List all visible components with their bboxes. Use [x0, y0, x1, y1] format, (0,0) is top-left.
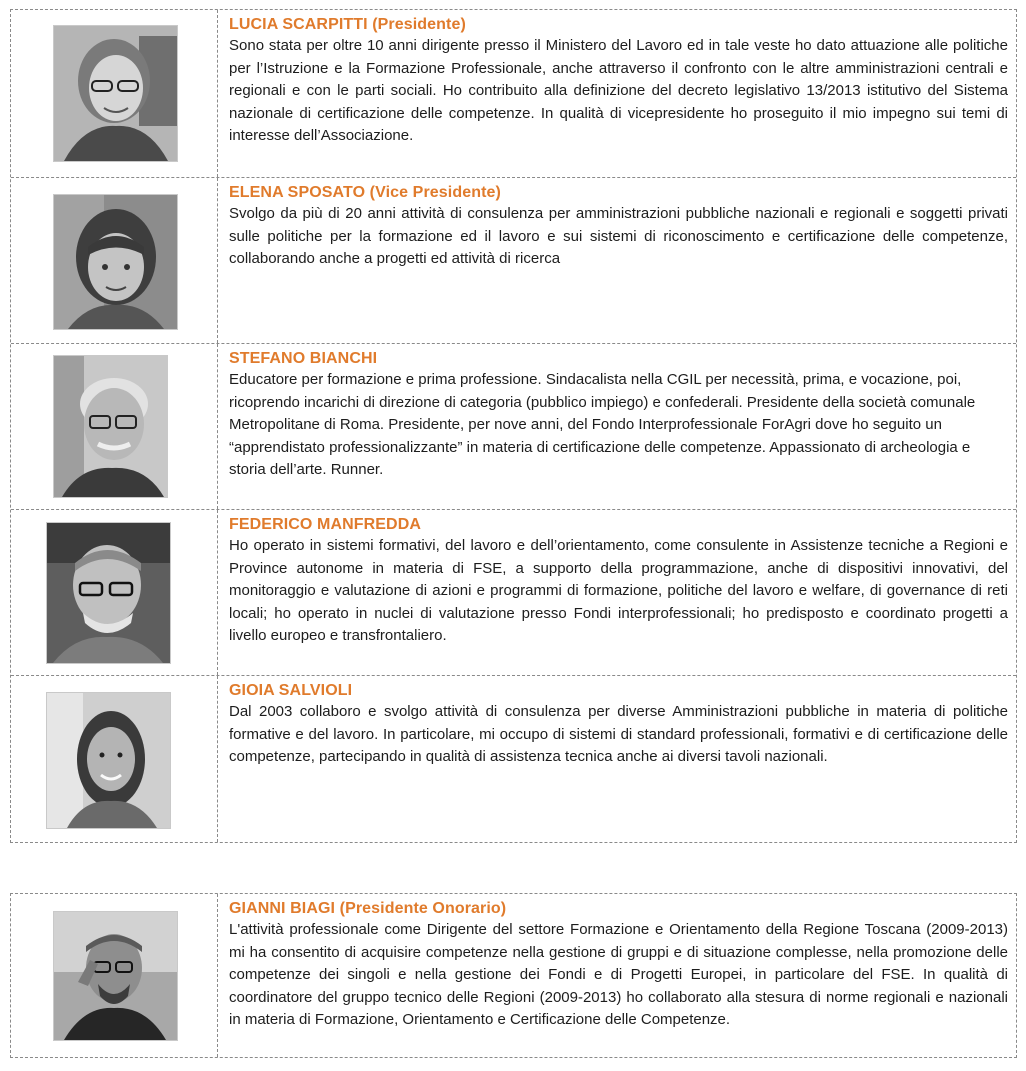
member-row	[11, 10, 1016, 178]
portrait-woman-bangs-icon	[53, 194, 178, 330]
member-text	[229, 348, 1008, 482]
member-bio: Dal 2003 collaboro e svolgo attività di consulenza per diverse Amministrazioni pubbliche in materia di politiche formative e del lavoro. In particolare, mi occupo di sistemi di standard professionali, formativi e di certificazione delle competenze, partecipando in qualità di assistenza tecnica anche ai diversi tavoli nazionali.	[229, 703, 1008, 765]
board-members-table	[10, 9, 1017, 843]
member-row	[11, 344, 1016, 510]
portrait-man-beard-glasses-icon	[46, 522, 171, 664]
photo-cell	[11, 178, 218, 343]
member-row	[11, 178, 1016, 344]
member-name: FEDERICO MANFREDDA	[229, 516, 422, 533]
photo-cell	[11, 894, 218, 1057]
member-name: LUCIA SCARPITTI (Presidente)	[229, 16, 466, 33]
member-bio: Educatore per formazione e prima professione. Sindacalista nella CGIL per necessità, prima, e vocazione, poi, ricoprendo incarichi di direzione di categoria (pubblico impiego) e confederali. Presidente della società comunale Metropolitane di Roma. Presidente, per nove anni, del Fondo Interprofessionale ForAgri dove ho seguito un “apprendistato professionalizzante” in materia di certificazione delle competenze. Appassionato di archeologia e storia dell’arte. Runner.	[229, 371, 976, 478]
member-row	[11, 510, 1016, 676]
member-name: STEFANO BIANCHI	[229, 350, 378, 367]
portrait-woman-long-hair-icon	[46, 692, 171, 829]
member-row	[11, 894, 1016, 1057]
member-name: ELENA SPOSATO (Vice Presidente)	[229, 184, 501, 201]
member-row	[11, 676, 1016, 842]
member-text	[229, 680, 1008, 769]
honorary-president-table	[10, 893, 1017, 1058]
portrait-man-adjusting-glasses-icon	[53, 911, 178, 1041]
member-text	[229, 14, 1008, 148]
member-bio: Ho operato in sistemi formativi, del lavoro e dell’orientamento, come consulente in Assistenze tecniche a Regioni e Province autonome in materia di FSE, a supporto della programmazione, anche di dispositivi innovativi, del monitoraggio e valutazione di azioni e programmi di formazione, politiche del lavoro e welfare, di governance di reti locali; ho operato in nuclei di valutazione presso Fondi interprofessionali; ho predisposto e coordinato progetti a livello europeo e transfrontaliero.	[229, 537, 1008, 644]
member-text	[229, 182, 1008, 271]
member-bio: Svolgo da più di 20 anni attività di consulenza per amministrazioni pubbliche nazionali e regionali e soggetti privati sulle politiche per la formazione ed il lavoro e sui sistemi di riconoscimento e certificazione delle competenze, collaborando anche a progetti ed attività di ricerca	[229, 205, 1008, 267]
portrait-man-grey-hair-icon	[53, 355, 168, 498]
photo-cell	[11, 676, 218, 842]
member-text	[229, 514, 1008, 648]
member-text	[229, 898, 1008, 1032]
member-bio: L'attività professionale come Dirigente del settore Formazione e Orientamento della Regione Toscana (2009-2013) mi ha consentito di acquisire competenze nella gestione di gruppi e di situazione complesse, nella promozione delle competenze dei singoli e nella gestione dei Fondi e di Progetti Europei, in particolare del FSE. In qualità di coordinatore del gruppo tecnico delle Regioni (2009-2013) ho collaborato alla stesura di norme regionali e nazionali in materia di Formazione, Orientamento e Certificazione delle Competenze.	[229, 921, 1008, 1028]
portrait-woman-glasses-icon	[53, 25, 178, 162]
photo-cell	[11, 510, 218, 675]
member-name: GIANNI BIAGI (Presidente Onorario)	[229, 900, 507, 917]
member-bio: Sono stata per oltre 10 anni dirigente presso il Ministero del Lavoro ed in tale veste ho dato attuazione alle politiche per l’Istruzione e la Formazione Professionale, anche attraverso il confronto con le altre amministrazioni centrali e regionali e con le parti sociali. Ho contribuito alla definizione del decreto legislativo 13/2013 istitutivo del Sistema nazionale di certificazione delle competenze. In qualità di vicepresidente ho proseguito il mio impegno sui temi di interesse dell’Associazione.	[229, 37, 1008, 144]
member-name: GIOIA SALVIOLI	[229, 682, 353, 699]
photo-cell	[11, 10, 218, 177]
photo-cell	[11, 344, 218, 509]
